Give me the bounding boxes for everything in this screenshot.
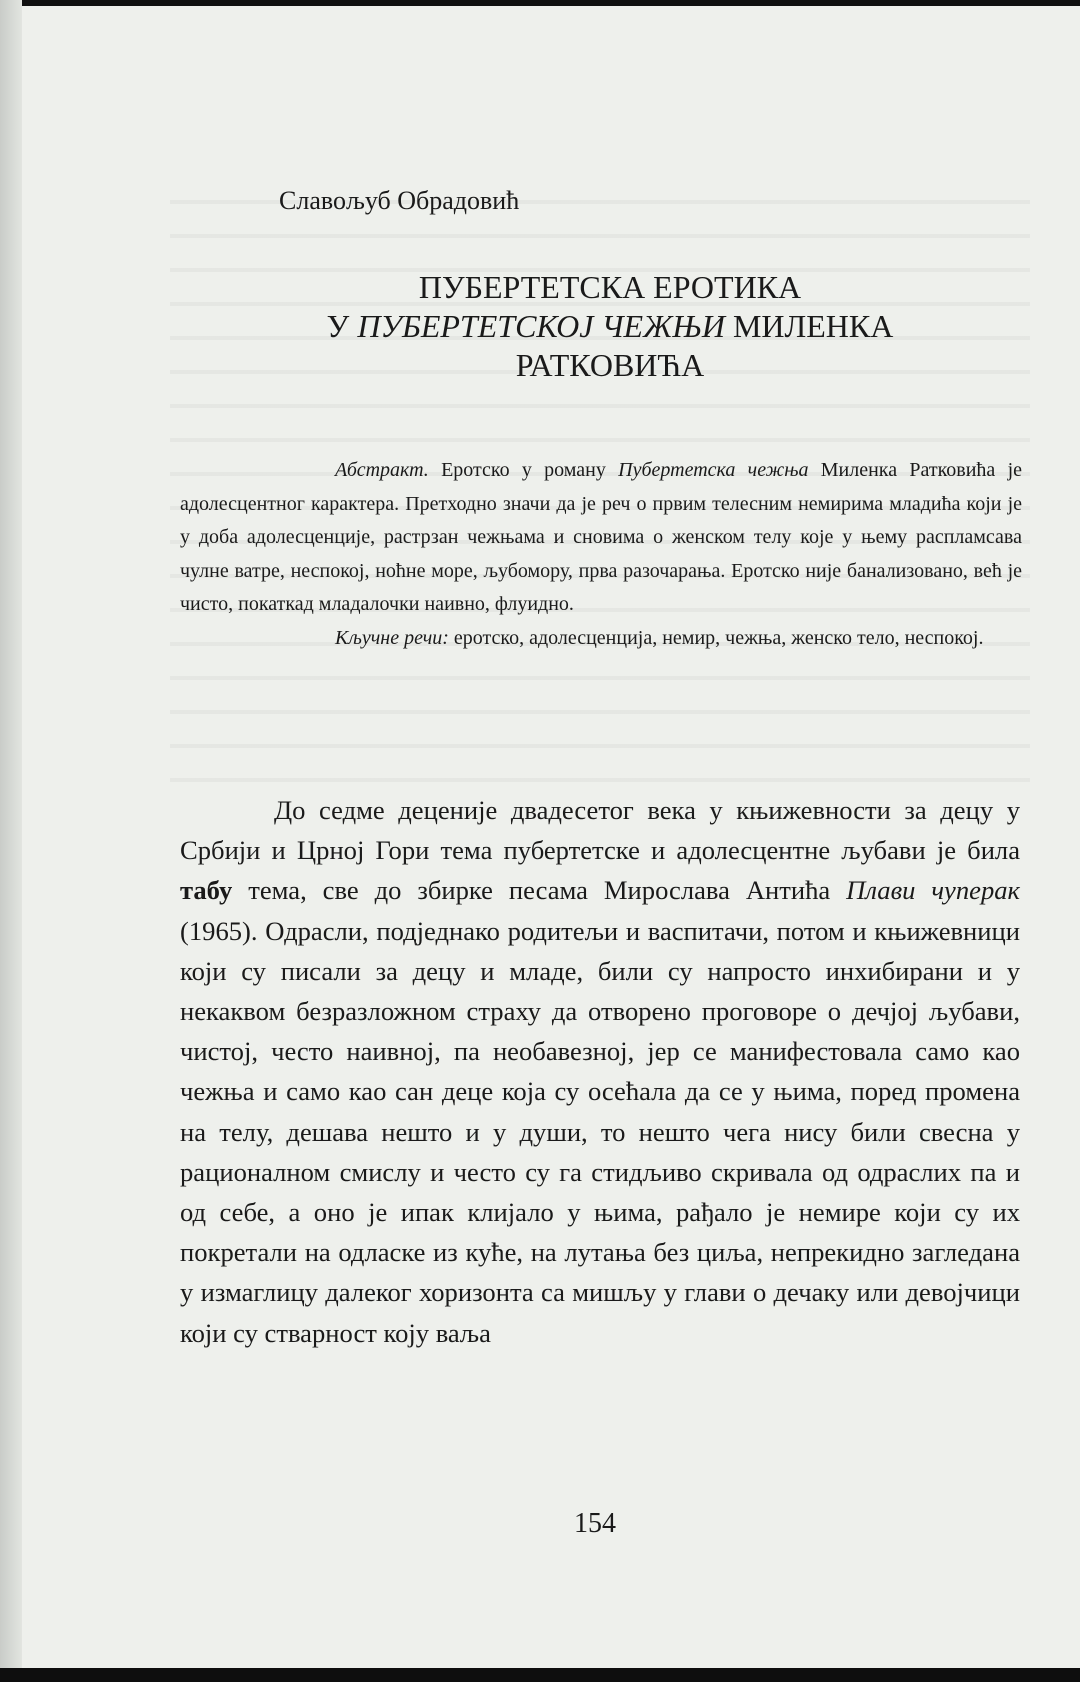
title-line-2-prefix: У [326, 308, 358, 344]
abstract-block [180, 454, 1022, 655]
body-text-1: До седме деценије двадесетог века у књижевности за децу у Србији и Црној Гори тема пубертетске и адолесцентне љубави је била [180, 795, 1020, 866]
body-bold-word: табу [180, 875, 233, 906]
abstract-text-2: Миленка Ратковића је адолесцентног карактера. Претходно значи да је реч о првим телесним немирима младића који је у доба адолесценције, растрзан чежњама и сновима о женском телу које у њему распламсава чулне ватре, неспокој, ноћне море, љубомору, прва разочарања. Еротско није банализовано, већ је чисто, покаткад младалочки наивно, флуидно. [180, 459, 1023, 615]
title-line-2-italic: ПУБЕРТЕТСКОЈ ЧЕЖЊИ [357, 308, 725, 344]
abstract-paragraph [180, 454, 1022, 622]
body-text [180, 790, 1020, 1353]
body-italic-book: Плави чуперак [846, 875, 1020, 906]
abstract-italic-title: Пубертетска чежња [618, 459, 809, 481]
abstract-label: Абстракт. [335, 459, 429, 481]
title-line-1: ПУБЕРТЕТСКА ЕРОТИКА [418, 269, 802, 305]
title-line-3: РАТКОВИЋА [515, 347, 705, 383]
title-line-2 [180, 307, 1040, 346]
keywords-label: Кључне речи: [335, 626, 449, 649]
scan-edge-bottom [0, 1668, 1080, 1682]
abstract-text-1: Еротско у роману [428, 459, 619, 481]
article-title [180, 268, 1040, 385]
body-text-2: тема, све до збирке песама Мирослава Антића [232, 875, 847, 906]
body-paragraph [180, 790, 1020, 1353]
page-number: 154 [574, 1508, 616, 1539]
keywords-paragraph [180, 622, 1022, 656]
body-text-3: (1965). Одрасли, подједнако родитељи и васпитачи, потом и књижевници који су писали за децу и младе, били су напросто инхибирани и у некаквом безразложном страху да отворено проговоре о дечјој љубави, чистој, често наивној, па необавезној, јер се манифестовала само као чежња и само као сан деце која су осећала да се у њима, поред промена на телу, дешава нешто и у души, то нешто чега нису били свесна у рационалном смислу и често су га стидљиво скривала од одраслих па и од себе, а оно је ипак клијало у њима, рађало је немире који су их покретали на одласке из куће, на лутања без циља, непрекидно загледана у измаглицу далеког хоризонта са мишљу у глави о дечаку или девојчици који су стварност коју ваља [180, 915, 1020, 1348]
author-name: Славољуб Обрадовић [279, 186, 520, 215]
keywords-text: еротско, адолесценција, немир, чежња, женско тело, неспокој. [448, 626, 984, 649]
title-line-2-suffix: МИЛЕНКА [724, 308, 894, 344]
